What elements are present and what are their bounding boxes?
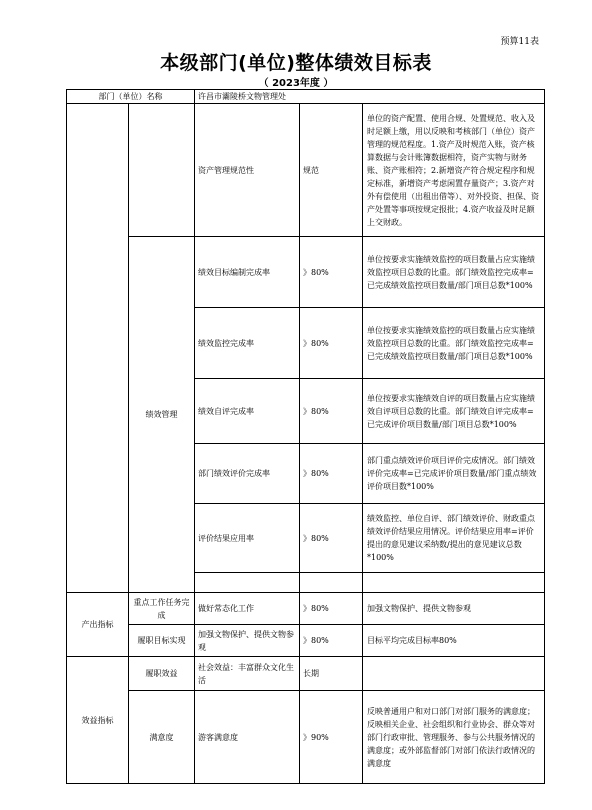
dept-name-label: 部门（单位）名称 [67,90,195,104]
subcategory-cell: 履职目标实现 [129,625,195,657]
dept-name-value: 许昌市灞陵桥文物管理处 [195,90,545,104]
category-cell: 产出指标 [67,593,129,657]
indicator-cell: 资产管理规范性 [195,104,300,237]
year-subtitle: （ 2023年度 ） [258,78,334,89]
target-value-cell: 》80% [300,504,363,573]
target-value-cell: 长期 [300,657,363,691]
table-row [67,90,545,104]
subcategory-cell: 履职效益 [129,657,195,691]
subcategory-cell: 满意度 [129,691,195,784]
subcategory-cell: 绩效管理 [129,237,195,593]
page-title: 本级部门(单位)整体绩效目标表 [160,52,432,74]
indicator-cell: 做好常态化工作 [195,593,300,625]
table-row [67,657,545,691]
indicator-cell: 部门绩效评价完成率 [195,444,300,504]
description-cell: 部门重点绩效评价项目评价完成情况。部门绩效评价完成率=已完成评价项目数量/部门重点绩效评价项目数*100% [363,444,545,504]
target-value-cell: 》80% [300,308,363,379]
category-cell: 效益指标 [67,657,129,784]
description-cell [363,657,545,691]
empty-cell [195,573,300,593]
indicator-cell: 绩效自评完成率 [195,379,300,444]
indicator-cell: 评价结果应用率 [195,504,300,573]
indicator-cell: 绩效目标编制完成率 [195,237,300,308]
table-row [67,625,545,657]
empty-cell [300,573,363,593]
description-cell: 单位按要求实施绩效自评的项目数量占应实施绩效自评项目总数的比重。部门绩效自评完成率=已完成评价项目数量/部门项目总数*100% [363,379,545,444]
table-row [67,237,545,308]
target-value-cell: 》80% [300,237,363,308]
description-cell: 单位按要求实施绩效监控的项目数量占应实施绩效监控项目总数的比重。部门绩效监控完成率=已完成绩效监控项目数量/部门项目总数*100% [363,308,545,379]
indicator-cell: 社会效益：丰富群众文化生活 [195,657,300,691]
description-cell: 单位的资产配置、使用合规、处置规范、收入及时足额上缴，用以反映和考核部门（单位）资产管理的规范程度。1.资产及时规范入账，资产核算数据与会计账簿数据相符，资产实物与财务账、资产账相符；2.新增资产符合规定程序和规定标准，新增资产考虑闲置存量资产；3.资产对外有偿使用（出租出借等）、对外投资、担保、资产处置等事项按规定报批；4.资产收益及时足额上交财政。 [363,104,545,237]
target-value-cell: 》80% [300,625,363,657]
performance-table [66,89,545,784]
table-row [67,104,545,237]
description-cell: 单位按要求实施绩效监控的项目数量占应实施绩效监控项目总数的比重。部门绩效监控完成率=已完成绩效监控项目数量/部门项目总数*100% [363,237,545,308]
indicator-cell: 游客满意度 [195,691,300,784]
subcategory-cell: 重点工作任务完成 [129,593,195,625]
description-cell: 反映普通用户和对口部门对部门服务的满意度；反映相关企业、社会组织和行业协会、群众等对部门行政审批、管理服务、参与公共服务情况的满意度；或外部监督部门对部门依法行政情况的满意度 [363,691,545,784]
target-value-cell: 》80% [300,379,363,444]
target-value-cell: 》80% [300,593,363,625]
empty-cell [363,573,545,593]
table-row [67,593,545,625]
table-row [67,691,545,784]
indicator-cell: 绩效监控完成率 [195,308,300,379]
description-cell: 加强文物保护、提供文物参观 [363,593,545,625]
subcategory-cell-empty [129,104,195,237]
description-cell: 绩效监控、单位自评、部门绩效评价、财政重点绩效评价结果应用情况。评价结果应用率=评价提出的意见建议采纳数/提出的意见建议总数*100% [363,504,545,573]
target-value-cell: 规范 [300,104,363,237]
target-value-cell: 》80% [300,444,363,504]
category-cell-empty [67,104,129,593]
target-value-cell: 》90% [300,691,363,784]
indicator-cell: 加强文物保护、提供文物参观 [195,625,300,657]
description-cell: 目标平均完成目标率80% [363,625,545,657]
page-label: 预算11表 [500,37,539,47]
